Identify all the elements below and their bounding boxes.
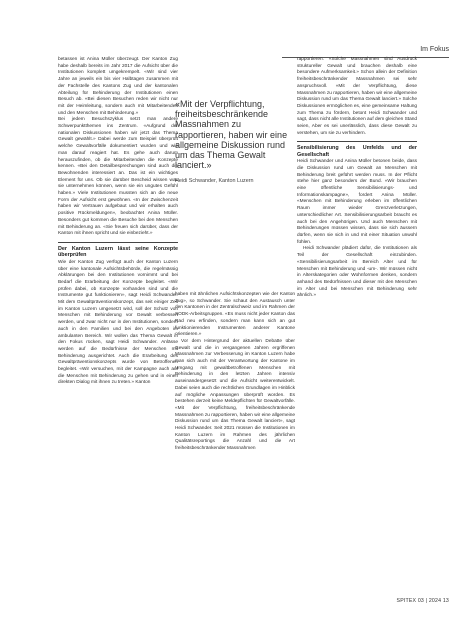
subhead-rule — [297, 141, 417, 142]
column-middle — [175, 292, 295, 453]
body-paragraph: betassen ist Anina Müller überzeugt. Der Kanton Zug habe deshalb bereits im Jahr 2017 die Aufsicht über die Institutionen komplett umgekrempelt. «Wir sind vier Jahre an jeweils ein bis vier Halbtagen zusammen mit der Fachstelle des Kantons Zug und der kantonalen Abteilung für Behinderung der Institutionen einen Besuch ab. «Bei diesen Besuchen reden wir nicht nur mit der Heimleitung, sondern auch mit Mitarbeitenden und den Menschen mit Behinderung.» — [58, 57, 178, 116]
body-paragraph: rapportieren. «Solche Massnahmen sind Ausdruck struktureller Gewalt und brauchen deshalb eine besondere Aufmerksamkeit.» Schon allein der Definition freiheitsbeschränkender Massnahmen sei sehr anspruchsvoll. «Mit der Verpflichtung, diese Massnahmen zu rapportieren, haben wir eine allgemeine Diskussion rund um das Thema Gewalt lanciert.» Solche Diskussionen ermöglichen es, eine gemeinsame Haltung zum Thema zu fördern, betont Heidi Schwander und sagt, dass nicht alle Institutionen auf dem gleichen Stand seien, Aber es sei unerlässlich, dass diese Gewalt zu verstehen, um sie zu verhindern. — [297, 57, 417, 136]
column-left — [58, 57, 178, 387]
pull-quote-attribution: Heidi Schwander, Kanton Luzern — [175, 178, 254, 185]
subhead-rule — [58, 242, 178, 243]
pull-quote-text: «Mit der Verpflichtung, freiheitsbeschränkende Massnahmen zu rapportieren, haben wir eine allgemeine Diskussion rund um das Thema Gewalt lanciert.» — [175, 99, 288, 171]
column-right — [297, 57, 417, 300]
body-paragraph: Heidi Schwander plädiert dafür, die Institutionen als Teil der Gesellschaft einzubinden. «Sensibilisierungsarbeit im Bereich Alter und für Menschen mit Behinderung und -um-. Wir müssen nicht in Alterskategorien oder Wohnformen denken, sondern anhand des Bedürfnissen und dieser mit den Menschen im Alter und bei Menschen mit Behinderung sehr ähnlich.» — [297, 246, 417, 299]
body-paragraph: Bei jedem Besuchszyklus setzt man andere Schwerpunktthemen ins Zentrum. «Aufgrund der nationalen Diskussionen haben wir jetzt das Thema Gewalt gewählt.» Dabei werde zum Beispiel überprüft welche Gewaltvorfälle dokumentiert wurden und wie man darauf reagiert hat. Es gehe auch darum herauszufinden, ob die Mitarbeitenden die Konzepte kennen. «Bei den Detailbesprechungen sind auch die Bewohnenden interessiert an. Das ist ein wichtiges Element für uns. Ob sie darüber Bescheid wissen was sie unternehmen können, wenn sie ein ungutes Gefühl haben.» Viele Institutionen mussten sich an die neue Form der Aufsicht erst gewöhnen. «In der Zwischenzeit haben wir Vertrauen aufgebaut und wir erhalten auch positive Rückmeldungen», beobachtet Anina Müller. Besonders gut kommen die Besuche bei den Menschen mit Behinderung an. «Sie freuen sich darüber, dass der Kanton mit ihnen spricht und sie einbezieht.» — [58, 117, 178, 237]
section-label: Im Fokus — [420, 46, 449, 53]
body-paragraph: Vor dem Hintergrund der aktuellen Debatte über Gewalt und die in vergangenen Jahren ergriffenen Massnahmen zur Verbesserung im Kanton Luzern habe man sich auch mit der Verantwortung der Kantone im Umgang mit gewaltbetroffenen Menschen mit Behinderung in den letzten Jahren intensiv auseinandergesetzt und die Aufsicht weiterentwickelt. Dabei seien auch die rechtlichen Grundlagen im Hinblick auf mögliche Anpassungen überprüft worden. Es bestehen derzeit keine Meldepflichten für Gewaltvorfälle. «Mit der Verpflichtung, freiheitsbeschränkende Massnahmen zu rapportieren, haben wir eine allgemeine Diskussion rund um das Thema Gewalt lanciert», sagt Heidi Schwander. Seit 2021 müssen die Institutionen im Kanton Luzern im Rahmen des jährlichen Qualitätsreportings die Anzahl und die Art freiheitsbeschränkender Massnahmen — [175, 338, 295, 452]
body-paragraph: Wie der Kanton Zug verfügt auch der Kanton Luzern über eine kantonale Aufsichtsbehörde, die regelmässig Abklärungen bei den Institutionen vornimmt und bei Bedarf die Erarbeitung der Konzepte begleitet. «Wir prüfen dabei, ob Konzepte vorhanden sind und die Instrumente gut funktionieren», sagt Heidi Schwander. Mit dem Gewaltpräventionskonzept, das seit einiger Zeit im Kanton Luzern umgesetzt wird, soll der Schutz von Menschen mit Behinderung vor Gewalt verbessert werden, und zwar nicht nur in den Institutionen, sondern auch in den Familien und bei den Angeboten im ambulanten Bereich. Wir wollen das Thema Gewalt in den Fokus rücken, sagt Heidi Schwander. Anlässe werden auf die Bedürfnisse der Menschen mit Behinderung ausgerichtet. Auch die Erarbeitung des Gewaltpräventionskonzepts wurde von Betroffenen begleitet. «Wir versuchen, mit der Kampagne auch auf die Menschen mit Behinderung zu gehen und in einen direkten Dialog mit ihnen zu treten.» Kanton — [58, 259, 178, 386]
subheading: Sensibilisierung des Umfelds und der Gesellschaft — [297, 145, 417, 158]
subheading: Der Kanton Luzern lässt seine Konzepte überprüfen — [58, 245, 178, 259]
page-footer: SPITEX 03 | 2024 13 — [396, 598, 449, 604]
body-paragraph: Heidi Schwander und Anina Müller betonen beide, dass die Diskussion rund um Gewalt an Menschen mit Behinderung breit geführt werden muss. In der Pflicht stehe hier ganz besonders der Bund. «Wir brauchen eine öffentliche Sensibilisierungs- und Informationskampagne», fordert Anina Müller. «Menschen mit Behinderung erleben im öffentlichen Raum immer wieder Grenzverletzungen, unterschiedlicher Art. Sensibilisierungsarbeit braucht es auch bei den Angehörigen. Und auch Menschen mit Behinderungen müssen wissen, dass sie sich äussern dürfen, wenn sie sich in und mit einer Situation unwohl fühlen. — [297, 159, 417, 245]
body-paragraph: haben mit ähnlichen Aufsichtskonzepten wie der Kanton Zug», so Schwander. Sie schaut den Austausch unter den Kantonen in der Zentralschweiz und im Rahmen der SODK-Arbeitsgruppen. «Es muss nicht jeder Kanton das Rad neu erfinden, sondern man kann sich an gut funktionierenden Instrumenten anderer Kantone orientieren.» — [175, 292, 295, 338]
pull-quote — [175, 99, 293, 185]
